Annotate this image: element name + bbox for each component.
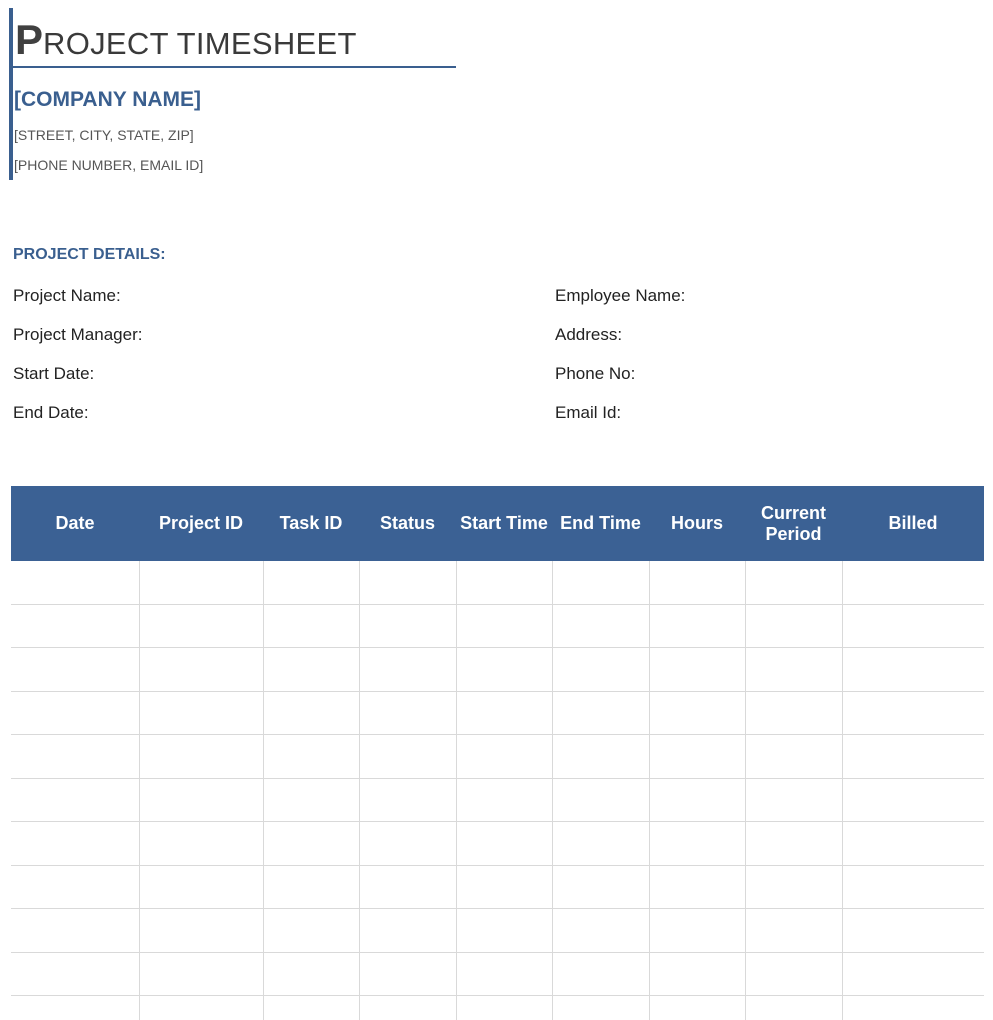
table-row (11, 735, 984, 779)
table-cell[interactable] (552, 735, 649, 779)
table-cell[interactable] (11, 996, 139, 1020)
table-cell[interactable] (745, 691, 842, 735)
table-cell[interactable] (11, 691, 139, 735)
project-name-label: Project Name: (13, 286, 121, 305)
table-cell[interactable] (552, 865, 649, 909)
table-cell[interactable] (745, 604, 842, 648)
table-cell[interactable] (139, 735, 263, 779)
table-cell[interactable] (139, 691, 263, 735)
table-cell[interactable] (456, 778, 552, 822)
project-manager-label: Project Manager: (13, 325, 143, 344)
table-cell[interactable] (359, 865, 456, 909)
table-cell[interactable] (359, 735, 456, 779)
title-rest: ROJECT TIMESHEET (43, 26, 357, 61)
table-cell[interactable] (11, 952, 139, 996)
table-cell[interactable] (11, 604, 139, 648)
table-cell[interactable] (649, 691, 745, 735)
header-project-id: Project ID (139, 486, 263, 561)
table-cell[interactable] (263, 604, 359, 648)
table-cell[interactable] (456, 996, 552, 1020)
table-cell[interactable] (263, 865, 359, 909)
table-cell[interactable] (745, 822, 842, 866)
table-cell[interactable] (649, 996, 745, 1020)
table-cell[interactable] (456, 648, 552, 692)
table-row (11, 648, 984, 692)
company-contact: [PHONE NUMBER, EMAIL ID] (14, 157, 204, 173)
table-cell[interactable] (552, 691, 649, 735)
table-cell[interactable] (649, 865, 745, 909)
table-cell[interactable] (263, 648, 359, 692)
table-cell[interactable] (842, 778, 984, 822)
header-task-id: Task ID (263, 486, 359, 561)
table-cell[interactable] (842, 648, 984, 692)
table-cell[interactable] (649, 735, 745, 779)
table-cell[interactable] (359, 561, 456, 604)
table-cell[interactable] (842, 561, 984, 604)
table-cell[interactable] (263, 822, 359, 866)
table-cell[interactable] (359, 952, 456, 996)
table-cell[interactable] (263, 909, 359, 953)
table-cell[interactable] (139, 561, 263, 604)
table-cell[interactable] (842, 822, 984, 866)
table-cell[interactable] (745, 909, 842, 953)
table-cell[interactable] (552, 996, 649, 1020)
table-cell[interactable] (139, 865, 263, 909)
table-cell[interactable] (649, 909, 745, 953)
header-billed: Billed (842, 486, 984, 561)
table-cell[interactable] (842, 865, 984, 909)
table-cell[interactable] (263, 778, 359, 822)
header-end-time: End Time (552, 486, 649, 561)
table-cell[interactable] (552, 778, 649, 822)
table-cell[interactable] (11, 735, 139, 779)
table-cell[interactable] (11, 561, 139, 604)
table-cell[interactable] (11, 778, 139, 822)
table-cell[interactable] (842, 996, 984, 1020)
table-cell[interactable] (359, 822, 456, 866)
table-cell[interactable] (649, 778, 745, 822)
table-cell[interactable] (359, 909, 456, 953)
table-cell[interactable] (649, 822, 745, 866)
company-address: [STREET, CITY, STATE, ZIP] (14, 127, 194, 143)
table-cell[interactable] (139, 822, 263, 866)
table-row (11, 822, 984, 866)
table-cell[interactable] (11, 909, 139, 953)
table-row (11, 691, 984, 735)
start-date-label: Start Date: (13, 364, 95, 383)
table-cell[interactable] (842, 604, 984, 648)
table-cell[interactable] (456, 909, 552, 953)
table-row (11, 604, 984, 648)
table-cell[interactable] (745, 735, 842, 779)
table-cell[interactable] (139, 909, 263, 953)
table-cell[interactable] (745, 952, 842, 996)
timesheet-table-container (11, 486, 984, 1020)
table-cell[interactable] (552, 604, 649, 648)
header-current-period: Current Period (745, 486, 842, 561)
employee-name-label: Employee Name: (555, 286, 686, 305)
table-cell[interactable] (745, 865, 842, 909)
address-label: Address: (555, 325, 623, 344)
project-details-heading: PROJECT DETAILS: (13, 246, 166, 263)
page-title (15, 14, 357, 66)
table-cell[interactable] (745, 561, 842, 604)
table-row (11, 996, 984, 1020)
table-cell[interactable] (842, 909, 984, 953)
table-cell[interactable] (552, 822, 649, 866)
phone-label: Phone No: (555, 364, 636, 383)
table-cell[interactable] (456, 604, 552, 648)
table-cell[interactable] (263, 952, 359, 996)
table-cell[interactable] (359, 996, 456, 1020)
header-status: Status (359, 486, 456, 561)
header-start-time: Start Time (456, 486, 552, 561)
title-accent-bar (9, 8, 13, 180)
timesheet-table (11, 486, 984, 1020)
table-cell[interactable] (456, 822, 552, 866)
table-cell[interactable] (456, 952, 552, 996)
table-cell[interactable] (649, 648, 745, 692)
table-row (11, 952, 984, 996)
table-row (11, 865, 984, 909)
table-row (11, 561, 984, 604)
table-cell[interactable] (11, 822, 139, 866)
table-cell[interactable] (11, 648, 139, 692)
table-cell[interactable] (139, 996, 263, 1020)
table-cell[interactable] (456, 865, 552, 909)
table-row (11, 778, 984, 822)
table-cell[interactable] (456, 691, 552, 735)
table-cell[interactable] (263, 996, 359, 1020)
table-cell[interactable] (139, 778, 263, 822)
end-date-label: End Date: (13, 403, 89, 422)
table-cell[interactable] (842, 735, 984, 779)
table-row (11, 909, 984, 953)
table-cell[interactable] (649, 561, 745, 604)
table-cell[interactable] (842, 691, 984, 735)
table-cell[interactable] (745, 778, 842, 822)
company-name: [COMPANY NAME] (14, 88, 202, 111)
header-hours: Hours (649, 486, 745, 561)
table-cell[interactable] (649, 952, 745, 996)
table-cell[interactable] (359, 648, 456, 692)
table-cell[interactable] (745, 996, 842, 1020)
table-cell[interactable] (842, 952, 984, 996)
table-cell[interactable] (456, 735, 552, 779)
table-cell[interactable] (263, 561, 359, 604)
table-cell[interactable] (552, 909, 649, 953)
table-cell[interactable] (552, 648, 649, 692)
table-cell[interactable] (359, 691, 456, 735)
table-cell[interactable] (139, 952, 263, 996)
table-cell[interactable] (263, 691, 359, 735)
email-label: Email Id: (555, 403, 622, 422)
table-cell[interactable] (139, 604, 263, 648)
table-cell[interactable] (649, 604, 745, 648)
table-cell[interactable] (552, 561, 649, 604)
table-cell[interactable] (139, 648, 263, 692)
table-cell[interactable] (456, 561, 552, 604)
table-cell[interactable] (359, 778, 456, 822)
header-date: Date (11, 486, 139, 561)
table-cell[interactable] (359, 604, 456, 648)
table-cell[interactable] (263, 735, 359, 779)
table-body (11, 561, 984, 1020)
table-cell[interactable] (552, 952, 649, 996)
title-first-letter: P (15, 16, 44, 63)
title-underline (13, 66, 456, 68)
table-header-row (11, 486, 984, 561)
table-cell[interactable] (11, 865, 139, 909)
table-cell[interactable] (745, 648, 842, 692)
